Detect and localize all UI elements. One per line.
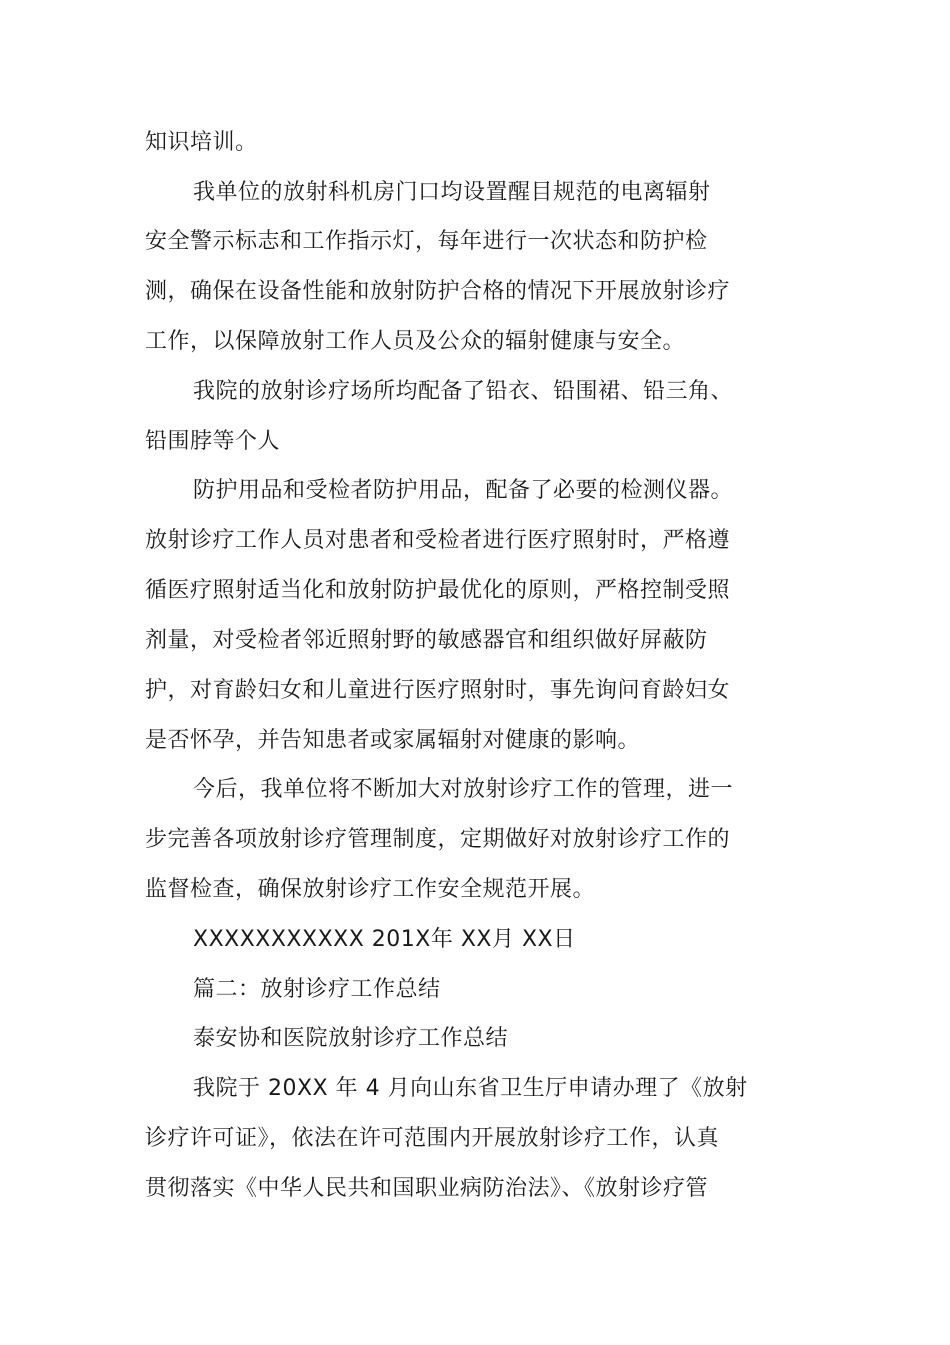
text-line: 防护用品和受检者防护用品，配备了必要的检测仪器。: [193, 478, 734, 503]
document-title: 泰安协和医院放射诊疗工作总结: [193, 1026, 509, 1051]
text-line: 工作，以保障放射工作人员及公众的辐射健康与安全。: [145, 329, 686, 354]
text-line: 今后，我单位将不断加大对放射诊疗工作的管理，进一: [193, 777, 734, 802]
text-line: 步完善各项放射诊疗管理制度，定期做好对放射诊疗工作的: [145, 827, 731, 852]
text-line: 安全警示标志和工作指示灯，每年进行一次状态和防护检: [145, 229, 708, 254]
section-heading: 篇二：放射诊疗工作总结: [193, 977, 441, 1002]
text-line: 剂量，对受检者邻近照射野的敏感器官和组织做好屏蔽防: [145, 628, 708, 653]
text-line: 循医疗照射适当化和放射防护最优化的原则，严格控制受照: [145, 578, 731, 603]
text-line: 贯彻落实《中华人民共和国职业病防治法》、《放射诊疗管: [145, 1176, 709, 1201]
text-line: 测，确保在设备性能和放射防护合格的情况下开展放射诊疗: [145, 279, 731, 304]
text-line: 我单位的放射科机房门口均设置醒目规范的电离辐射: [193, 180, 711, 205]
text-line: 我院的放射诊疗场所均配备了铅衣、铅围裙、铅三角、: [193, 379, 734, 404]
text-line: 诊疗许可证》，依法在许可范围内开展放射诊疗工作，认真: [145, 1126, 720, 1151]
signature-date-line: XXXXXXXXXXX 201X年 XX月 XX日: [193, 927, 576, 952]
text-line: 是否怀孕，并告知患者或家属辐射对健康的影响。: [145, 728, 641, 753]
text-line: 我院于 20XX 年 4 月向山东省卫生厅申请办理了《放射: [193, 1076, 748, 1101]
text-line: 铅围脖等个人: [145, 429, 281, 454]
text-line: 护，对育龄妇女和儿童进行医疗照射时，事先询问育龄妇女: [145, 678, 731, 703]
text-line: 知识培训。: [145, 130, 258, 155]
text-line: 放射诊疗工作人员对患者和受检者进行医疗照射时，严格遵: [145, 528, 731, 553]
text-line: 监督检查，确保放射诊疗工作安全规范开展。: [145, 877, 596, 902]
